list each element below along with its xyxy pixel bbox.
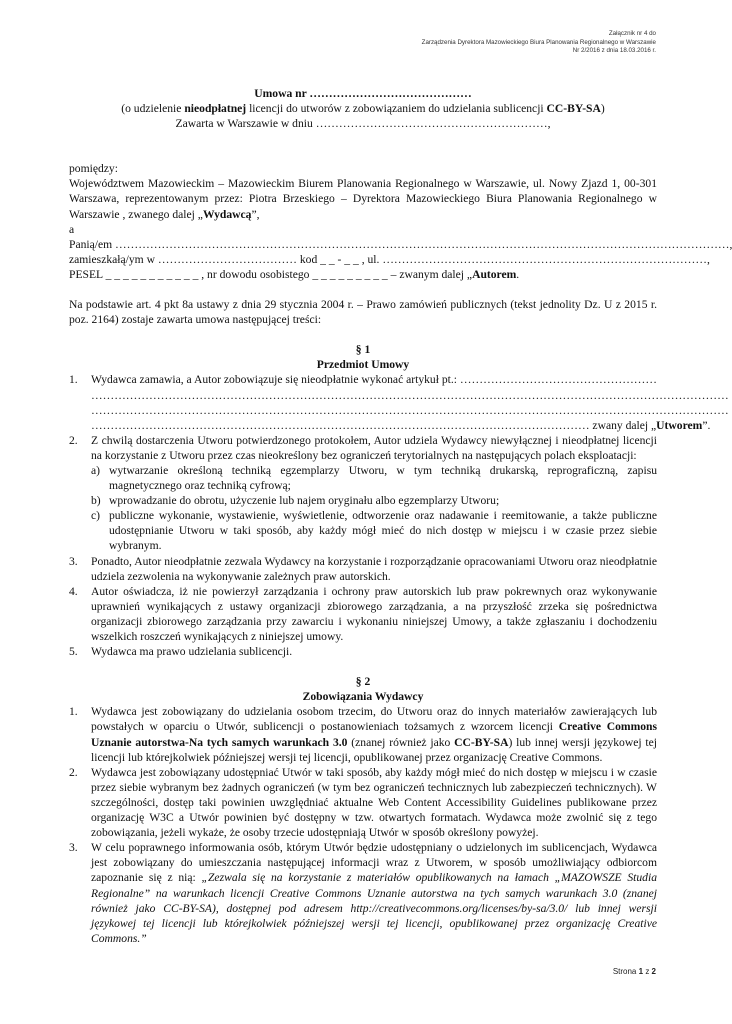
sub-list xyxy=(91,463,657,554)
contract-subtitle: (o udzielenie nieodpłatnej licencji do utworów z zobowiązaniem do udzielania sublicencji CC-BY-SA) xyxy=(121,102,605,116)
item-number: 2. xyxy=(69,765,78,779)
item-number: 2. xyxy=(69,433,78,447)
list-item xyxy=(69,765,657,840)
section-title: Zobowiązania Wydawcy xyxy=(302,690,424,704)
item-text: Ponadto, Autor nieodpłatnie zezwala Wydawcy na korzystanie i rozporządzanie opracowaniami Utworu oraz nieodpłatnie udziela zezwolenia na wykonywanie zależnych praw autorskich. xyxy=(91,554,657,583)
legal-basis: Na podstawie art. 4 pkt 8a ustawy z dnia 29 stycznia 2004 r. – Prawo zamówień publicznych (tekst jednolity Dz. U z 2015 r. poz. 2164) zostaje zawarta umowa następującej treści: xyxy=(69,298,657,327)
sub-item-letter: c) xyxy=(91,509,101,523)
item-text: Autor oświadcza, iż nie powierzył zarządzania i ochrony praw autorskich lub praw pokrewnych oraz wykonywanie uprawnień wynikających z ustawy organizacji zbiorowego zarządzania, a na przyszłość zrzeka się pośrednictwa organizacji zbiorowego zarządzania przy zawarciu i wykonaniu niniejszej Umowy, a także zgłaszaniu i dochodzeniu wszelkich roszczeń wynikających z niniejszej umowy. xyxy=(91,584,657,643)
item-text: Wydawca zamawia, a Autor zobowiązuje się nieodpłatnie wykonać artykuł pt.: …………………………………………… xyxy=(91,373,657,387)
section-title: Przedmiot Umowy xyxy=(316,358,410,372)
item-text: (znanej również jako xyxy=(347,735,455,749)
sub-list-item xyxy=(91,463,657,493)
section-number: § 1 xyxy=(355,343,371,357)
author-id-line: PESEL _ _ _ _ _ _ _ _ _ _ _ , nr dowodu osobistego _ _ _ _ _ _ _ _ _ – zwanym dalej „Autorem. xyxy=(69,267,520,281)
license-abbrev: CC-BY-SA xyxy=(454,735,509,749)
section-2-list xyxy=(69,704,657,946)
item-number: 1. xyxy=(69,373,78,387)
list-item xyxy=(69,372,729,432)
item-number: 3. xyxy=(69,554,78,568)
and-label: a xyxy=(69,222,75,236)
author-name-line: Panią/em ……………………………………………………………………………………………………………………………………………, xyxy=(69,237,732,251)
list-item xyxy=(69,554,657,584)
author-address-line: zamieszkałą/ym w ……………………………… kod _ _ - _ _ , ul. …………………………………………………………………………, xyxy=(69,252,710,266)
concluded-line: Zawarta w Warszawie w dniu ……………………………………………………, xyxy=(175,117,551,131)
sub-item-letter: b) xyxy=(91,494,101,508)
section-1-list xyxy=(69,372,729,659)
item-text: Wydawca ma prawo udzielania sublicencji. xyxy=(91,645,293,659)
between-label: pomiędzy: xyxy=(69,162,118,176)
item-text: Z chwilą dostarczenia Utworu potwierdzonego protokołem, Autor udziela Wydawcy niewyłącznej i nieodpłatnej licencji na korzystanie z Utworu przez czas nieokreślony bez ograniczeń terytorialnych na następujących polach eksploatacji: xyxy=(91,433,657,462)
publisher-party: Województwem Mazowieckim – Mazowieckim Biurem Planowania Regionalnego w Warszawie, ul. Nowy Zjazd 1, 00-301 Warszawa, reprezentowanym przez: Piotra Brzeskiego – Dyrektora Mazowieckiego Biura Planowania Regionalnego w Warszawie , zwanego dalej „Wydawcą”, xyxy=(69,177,657,221)
page-total: 2 xyxy=(651,967,656,976)
attachment-line: Nr 2/2016 z dnia 18.03.2016 r. xyxy=(572,47,656,55)
license-name: Creative Commons Uznanie autorstwa-Na tych samych warunkach 3.0 xyxy=(91,720,658,749)
sub-item-text: wprowadzanie do obrotu, użyczenie lub najem oryginału albo egzemplarzy Utworu; xyxy=(109,494,500,508)
item-text: ) lub innej wersji językowej tej licencji lub którejkolwiek późniejszej wersji tej licencji, opublikowanej przez organizację Creative Commons. xyxy=(91,735,657,764)
attachment-line: Zarządzenia Dyrektora Mazowieckiego Biura Planowania Regionalnego w Warszawie xyxy=(421,38,656,46)
page-separator: z xyxy=(645,967,650,976)
attachment-note xyxy=(422,30,656,56)
page-label: Strona xyxy=(612,967,637,976)
sub-item-text: wytwarzanie określoną techniką egzemplarzy Utworu, w tym techniką drukarską, reprograficzną, zapisu magnetycznego oraz techniką cyfrową; xyxy=(109,463,657,493)
item-text: ………………………………………………………………………………………………………………………………………………… xyxy=(91,403,729,417)
item-text: ………………………………………………………………………………………………………………………………………………… xyxy=(91,388,729,402)
page-number: 1 xyxy=(638,967,644,976)
list-item xyxy=(69,584,657,644)
page-footer xyxy=(613,967,656,976)
item-text: Wydawca jest zobowiązany do udzielania osobom trzecim, do Utworu oraz do innych materiałów zawierających lub powstałych w oparciu o Utwór, sublicencji o postanowieniach tożsamych z wzorcem licencji xyxy=(91,705,657,734)
list-item xyxy=(69,433,657,554)
license-notice: „Zezwala się na korzystanie z materiałów opublikowanych na łamach „MAZOWSZE Studia Regionalne” na warunkach licencji Creative Commons Uznanie autorstwa na tych samych warunkach 3.0 (znanej również jako CC-BY-SA), dostępnej pod adresem http://creativecommons.org/licenses/by-sa/3.0/ lub innej wersji językowej tej licencji lub którejkolwiek późniejszej wersji tej licencji, opublikowanej przez organizację Creative Commons.” xyxy=(91,871,657,945)
contract-title: Umowa nr …………………………………… xyxy=(254,87,472,100)
sub-item-letter: a) xyxy=(91,463,101,477)
list-item xyxy=(69,704,657,764)
item-number: 5. xyxy=(69,645,78,659)
attachment-line: Załącznik nr 4 do xyxy=(608,30,656,37)
item-number: 4. xyxy=(69,584,78,598)
document-body xyxy=(69,86,732,946)
item-text: W celu poprawnego informowania osób, którym Utwór będzie udostępniany o udzielonych im sublicencjach, Wydawca jest zobowiązany do umieszczania następującej informacji wraz z Utworem, w sposób umożliwiający odbiorcom zapoznanie się z nią: xyxy=(91,841,657,885)
sub-list-item xyxy=(91,493,657,508)
section-number: § 2 xyxy=(355,675,371,689)
item-number: 3. xyxy=(69,841,78,855)
sub-list-item xyxy=(91,508,657,553)
item-text: Wydawca jest zobowiązany udostępniać Utwór w taki sposób, aby każdy mógł mieć do nich dostęp w miejscu i w czasie przez siebie wybranym bez żadnych ograniczeń (w tym bez ograniczeń technicznych lub zabezpieczeń technicznych). W szczególności, dostęp taki powinien uwzględniać aktualne Web Content Accessibility Guidelines publikowane przez organizację W3C a Utwór powinien być dostępny w tzw. otwartych formatach. Wydawca może zwolnić się z tego zobowiązania, jeżeli wykaże, że osoby trzecie udostępniają Utwór w sposób określony powyżej. xyxy=(91,765,657,840)
list-item xyxy=(69,840,657,946)
list-item xyxy=(69,644,657,659)
sub-item-text: publiczne wykonanie, wystawienie, wyświetlenie, odtworzenie oraz nadawanie i reemitowanie, a także publiczne udostępnianie Utworu w taki sposób, aby każdy mógł mieć do nich dostęp w miejscu i w czasie przez siebie wybranym. xyxy=(109,509,657,553)
item-number: 1. xyxy=(69,705,78,719)
item-text: ………………………………………………………………………………………………………………… zwany dalej „Utworem”. xyxy=(91,418,711,432)
